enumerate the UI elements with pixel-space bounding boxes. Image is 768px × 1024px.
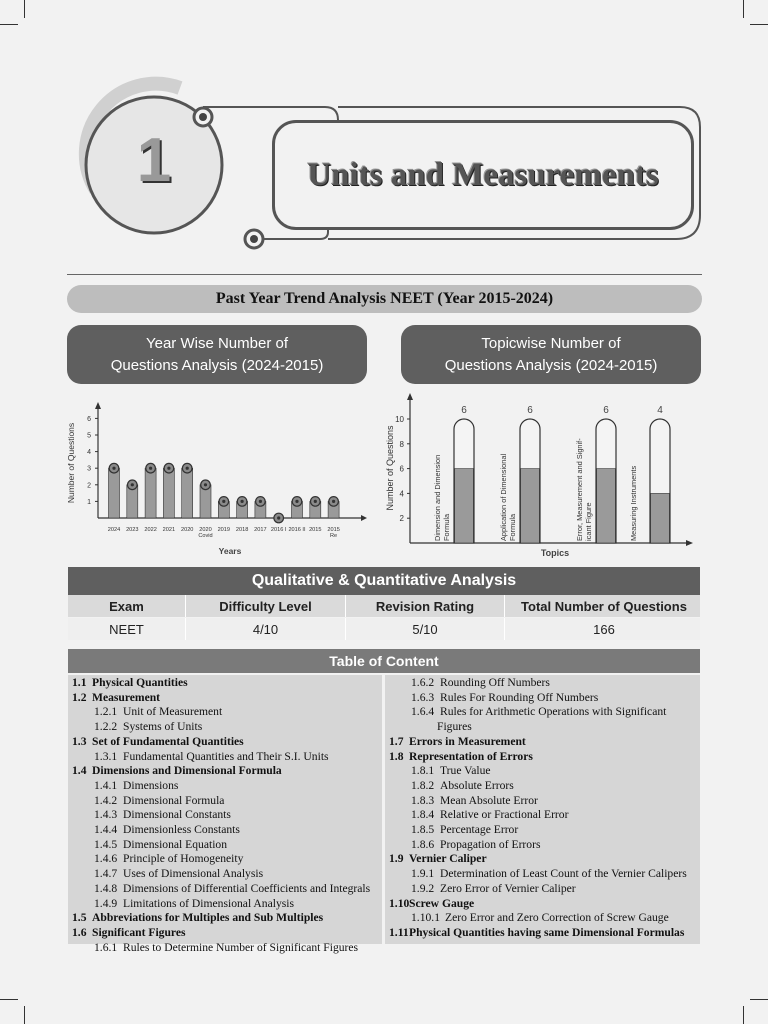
toc-item-number: 1.3 bbox=[72, 734, 87, 748]
toc-item-number: 1.2.2 bbox=[94, 720, 118, 734]
toc-item-number: 1.6 bbox=[72, 925, 87, 939]
x-tick-label: 2018 bbox=[235, 527, 249, 533]
toc-item-title: Rounding Off Numbers bbox=[440, 676, 550, 689]
toc-item-title: Significant Figures bbox=[92, 925, 186, 939]
toc-item[interactable] bbox=[68, 779, 382, 794]
x-tick-label: 2015 bbox=[327, 527, 340, 533]
y-axis-arrow bbox=[407, 393, 413, 400]
toc-item[interactable] bbox=[68, 882, 382, 897]
toc-item-title: Rules for Arithmetic Operations with Significant bbox=[440, 705, 667, 719]
year-wise-chart bbox=[60, 395, 370, 560]
toc-item-number: 1.10.1 bbox=[411, 911, 440, 925]
crop-mark bbox=[743, 0, 744, 18]
toc-item-number: 1.4 bbox=[72, 764, 87, 778]
topic-panel-line1: Topicwise Number of bbox=[481, 334, 621, 352]
toc-item-title: Rules For Rounding Off Numbers bbox=[440, 690, 599, 704]
toc-item[interactable] bbox=[385, 691, 700, 706]
x-axis-arrow bbox=[361, 515, 367, 521]
toc-item-number: 1.8 bbox=[389, 749, 404, 763]
toc-item-number: 1.2.1 bbox=[94, 705, 118, 719]
x-tick-label: 2016 I bbox=[270, 527, 287, 533]
topic-panel-line2: Questions Analysis (2024-2015) bbox=[444, 356, 658, 374]
header-revision: Revision Rating bbox=[346, 595, 505, 617]
chapter-title-box bbox=[272, 120, 694, 230]
y-tick-label: 3 bbox=[87, 465, 91, 473]
data-label: 4 bbox=[657, 405, 663, 416]
bar-marker-dot bbox=[241, 500, 244, 503]
bar bbox=[163, 468, 174, 518]
trend-analysis-title bbox=[67, 285, 702, 313]
toc-item[interactable] bbox=[68, 705, 382, 720]
toc-item-title: Unit of Measurement bbox=[123, 705, 223, 719]
toc-item[interactable] bbox=[385, 779, 700, 794]
bar-marker-dot bbox=[186, 467, 189, 470]
toc-item[interactable] bbox=[385, 794, 700, 809]
toc-item-number: 1.8.2 bbox=[411, 778, 435, 792]
toc-item-number: 1.4.3 bbox=[94, 808, 118, 822]
cell-revision: 5/10 bbox=[346, 618, 505, 640]
header-difficulty: Difficulty Level bbox=[186, 595, 346, 617]
bar-marker-dot bbox=[332, 500, 335, 503]
toc-item[interactable] bbox=[385, 838, 700, 853]
toc-left-column bbox=[68, 675, 382, 954]
y-tick-label: 10 bbox=[395, 415, 404, 424]
toc-item-title: Uses of Dimensional Analysis bbox=[123, 867, 264, 881]
bar-marker-dot bbox=[222, 500, 225, 503]
toc-item-title: True Value bbox=[440, 764, 491, 778]
y-tick-label: 5 bbox=[87, 432, 91, 440]
x-tick-label: Measuring Instruments bbox=[629, 465, 638, 541]
toc-item[interactable] bbox=[385, 735, 700, 750]
toc-item[interactable] bbox=[68, 794, 382, 809]
toc-item-title: Rules to Determine Number of Significant Figures bbox=[123, 940, 359, 954]
toc-item-title: Abbreviations for Multiples and Sub Multiples bbox=[92, 911, 324, 925]
x-tick-label: Error, Measurement and Signif- bbox=[575, 438, 584, 541]
toc-item[interactable] bbox=[68, 764, 382, 779]
y-tick-label: 6 bbox=[87, 415, 91, 423]
toc-item-number: 1.4.2 bbox=[94, 793, 118, 807]
data-label: 6 bbox=[603, 405, 609, 416]
toc-item-number: 1.4.9 bbox=[94, 896, 118, 910]
bar-marker-dot bbox=[131, 483, 134, 486]
bar bbox=[597, 469, 616, 543]
toc-item[interactable] bbox=[385, 852, 700, 867]
x-tick-label: Formula bbox=[508, 513, 517, 541]
toc-item-title: Systems of Units bbox=[123, 720, 203, 734]
crop-mark bbox=[0, 24, 18, 25]
toc-item[interactable] bbox=[385, 882, 700, 897]
y-tick-label: 2 bbox=[399, 514, 404, 524]
bar-marker-dot bbox=[204, 483, 207, 486]
toc-item[interactable] bbox=[68, 852, 382, 867]
toc-item-number: 1.8.4 bbox=[411, 808, 435, 822]
toc-item-number: 1.6.3 bbox=[411, 690, 435, 704]
y-tick-label: 4 bbox=[87, 449, 91, 457]
toc-item-title: Errors in Measurement bbox=[409, 734, 526, 748]
toc-item-title: Absolute Errors bbox=[440, 778, 514, 792]
x-tick-label: 2019 bbox=[217, 527, 231, 533]
chapter-number-text: 1 bbox=[136, 126, 172, 195]
toc-item-number: 1.4.1 bbox=[94, 778, 118, 792]
bar-marker-dot bbox=[259, 500, 262, 503]
bar bbox=[109, 468, 120, 518]
x-tick-label: 2016 II bbox=[288, 527, 306, 533]
toc-item-number: 1.8.3 bbox=[411, 793, 435, 807]
x-tick-sublabel: Re bbox=[330, 533, 338, 539]
toc-item-number: 1.8.6 bbox=[411, 837, 435, 851]
toc-item-number: 1.4.5 bbox=[94, 837, 118, 851]
toc-item-title: Measurement bbox=[92, 690, 161, 704]
toc-item[interactable] bbox=[68, 750, 382, 765]
toc-item[interactable] bbox=[68, 735, 382, 750]
x-axis-arrow bbox=[686, 540, 693, 546]
toc-item-title: Percentage Error bbox=[440, 823, 519, 837]
x-tick-label: 2021 bbox=[162, 527, 176, 533]
toc-item[interactable] bbox=[385, 867, 700, 882]
toc-item-title: Screw Gauge bbox=[409, 896, 475, 910]
toc-item-number: 1.4.6 bbox=[94, 852, 118, 866]
y-axis-label: Number of Questions bbox=[385, 425, 395, 511]
toc-item-number: 1.11 bbox=[389, 925, 409, 939]
data-label: 6 bbox=[461, 405, 467, 416]
y-tick-label: 6 bbox=[399, 464, 404, 474]
crop-mark bbox=[750, 24, 768, 25]
toc-item[interactable] bbox=[385, 750, 700, 765]
x-tick-label: Application of Dimensional bbox=[499, 453, 508, 541]
toc-item-title: Dimensions of Differential Coefficients and Integrals bbox=[123, 881, 371, 895]
qualitative-header-row bbox=[68, 595, 700, 617]
toc-item[interactable] bbox=[385, 764, 700, 779]
toc-item-title: Dimensionless Constants bbox=[123, 823, 240, 837]
toc-item-title: Vernier Caliper bbox=[409, 852, 487, 866]
toc-item-number: 1.8.5 bbox=[411, 823, 435, 837]
toc-item-title: Set of Fundamental Quantities bbox=[92, 734, 244, 748]
x-tick-label: icant Figure bbox=[584, 502, 593, 541]
y-tick-label: 8 bbox=[399, 439, 404, 449]
toc-item-number: 1.7 bbox=[389, 734, 404, 748]
toc-item-title: Dimensional Equation bbox=[123, 837, 228, 851]
toc-item-number: 1.6.4 bbox=[411, 705, 435, 719]
x-tick-label: 2020 bbox=[199, 527, 212, 533]
toc-item[interactable] bbox=[385, 720, 700, 735]
year-panel-title bbox=[67, 325, 367, 384]
toc-item[interactable] bbox=[68, 911, 382, 926]
crop-mark bbox=[0, 999, 18, 1000]
toc-item-title: Physical Quantities having same Dimensional Formulas bbox=[409, 925, 685, 939]
y-tick-label: 1 bbox=[87, 498, 91, 506]
bar-marker-dot bbox=[295, 500, 298, 503]
bar bbox=[521, 469, 540, 543]
toc-item-number: 1.9.2 bbox=[411, 881, 435, 895]
toc-item-title: Principle of Homogeneity bbox=[123, 852, 244, 866]
header-total: Total Number of Questions bbox=[521, 598, 687, 614]
x-axis-label: Years bbox=[218, 546, 242, 556]
toc-item-title: Dimensional Constants bbox=[123, 808, 231, 822]
toc-item[interactable] bbox=[68, 867, 382, 882]
data-label: 6 bbox=[527, 405, 533, 416]
bar bbox=[182, 468, 193, 518]
bar-marker-dot bbox=[167, 467, 170, 470]
crop-mark bbox=[24, 0, 25, 18]
toc-item[interactable] bbox=[68, 926, 382, 941]
toc-item[interactable] bbox=[385, 897, 700, 912]
toc-item-number: 1.8.1 bbox=[411, 764, 435, 778]
y-tick-label: 2 bbox=[87, 482, 91, 490]
bar-marker-dot bbox=[277, 516, 280, 519]
year-panel-line1: Year Wise Number of bbox=[145, 334, 288, 352]
toc-item-title: Dimensions bbox=[123, 778, 179, 792]
toc-item-title: Fundamental Quantities and Their S.I. Units bbox=[123, 749, 329, 763]
toc-item[interactable] bbox=[385, 808, 700, 823]
trend-analysis-title-text: Past Year Trend Analysis NEET (Year 2015-2024) bbox=[215, 290, 554, 307]
x-tick-label: 2020 bbox=[180, 527, 194, 533]
header-exam: Exam bbox=[68, 595, 186, 617]
toc-item[interactable] bbox=[68, 808, 382, 823]
bar-marker-dot bbox=[112, 467, 115, 470]
toc-item[interactable] bbox=[385, 676, 700, 691]
toc-item-number: 1.4.7 bbox=[94, 867, 118, 881]
bar bbox=[651, 493, 670, 543]
divider bbox=[67, 274, 702, 275]
qualitative-title: Qualitative & Quantitative Analysis bbox=[68, 567, 700, 595]
toc-item[interactable] bbox=[385, 926, 700, 941]
toc-right-column bbox=[385, 675, 700, 944]
x-axis-label: Topics bbox=[540, 548, 570, 558]
qualitative-data-row bbox=[68, 618, 700, 640]
toc-item-number: 1.1 bbox=[72, 676, 87, 689]
toc-item-title: Propagation of Errors bbox=[440, 837, 541, 851]
toc-item[interactable] bbox=[68, 720, 382, 735]
toc-item-title: Relative or Fractional Error bbox=[440, 808, 569, 822]
chapter-title: Units and Measurements bbox=[307, 156, 659, 193]
qualitative-analysis-table bbox=[68, 567, 700, 640]
toc-item[interactable] bbox=[385, 705, 700, 720]
toc-item-title: Dimensions and Dimensional Formula bbox=[92, 764, 282, 778]
toc-item[interactable] bbox=[68, 838, 382, 853]
topic-wise-chart bbox=[380, 385, 700, 560]
toc-item-number: 1.9 bbox=[389, 852, 404, 866]
toc-item[interactable] bbox=[68, 691, 382, 706]
crop-mark bbox=[750, 999, 768, 1000]
toc-title: Table of Content bbox=[68, 649, 700, 673]
topic-panel-title bbox=[401, 325, 701, 384]
x-tick-sublabel: Covid bbox=[198, 533, 213, 539]
toc-item-title: Determination of Least Count of the Vernier Calipers bbox=[440, 867, 687, 881]
chapter-number bbox=[94, 126, 214, 195]
x-tick-label: Formula bbox=[442, 513, 451, 541]
toc-item-title: Zero Error and Zero Correction of Screw Gauge bbox=[445, 911, 669, 925]
toc-item[interactable] bbox=[385, 911, 700, 926]
toc-item-number: 1.10 bbox=[389, 896, 410, 910]
toc-item-number: 1.4.8 bbox=[94, 881, 118, 895]
x-tick-label: 2017 bbox=[254, 527, 267, 533]
y-tick-label: 4 bbox=[399, 489, 404, 499]
bar-marker-dot bbox=[314, 500, 317, 503]
bar-marker-dot bbox=[149, 467, 152, 470]
toc-item-number: 1.6.2 bbox=[411, 676, 435, 689]
cell-difficulty: 4/10 bbox=[186, 618, 346, 640]
toc-item-number: 1.2 bbox=[72, 690, 87, 704]
toc-item[interactable] bbox=[68, 823, 382, 838]
year-panel-line2: Questions Analysis (2024-2015) bbox=[110, 356, 324, 374]
x-tick-label: 2024 bbox=[107, 527, 121, 533]
crop-mark bbox=[24, 1006, 25, 1024]
y-axis-label: Number of Questions bbox=[66, 422, 76, 504]
toc-item-title: Mean Absolute Error bbox=[440, 793, 538, 807]
x-tick-label: 2023 bbox=[126, 527, 139, 533]
x-tick-label: Dimension and Dimension bbox=[433, 454, 442, 541]
toc-item-title: Dimensional Formula bbox=[123, 793, 225, 807]
toc-item-number: 1.4.4 bbox=[94, 823, 118, 837]
toc-item-title: Figures bbox=[437, 720, 472, 734]
cell-exam: NEET bbox=[68, 618, 186, 640]
x-tick-label: 2022 bbox=[144, 527, 157, 533]
toc-item-title: Representation of Errors bbox=[409, 749, 533, 763]
toc-item-title: Physical Quantities bbox=[92, 676, 188, 689]
toc-item-number: 1.9.1 bbox=[411, 867, 435, 881]
toc-item[interactable] bbox=[68, 676, 382, 691]
bar bbox=[455, 469, 474, 543]
cell-total: 166 bbox=[593, 621, 615, 637]
x-tick-label: 2015 bbox=[309, 527, 322, 533]
toc-item-title: Zero Error of Vernier Caliper bbox=[440, 881, 576, 895]
toc-item-number: 1.5 bbox=[72, 911, 87, 925]
toc-item-number: 1.3.1 bbox=[94, 749, 118, 763]
toc-item-number: 1.6.1 bbox=[94, 940, 118, 954]
toc-item-title: Limitations of Dimensional Analysis bbox=[123, 896, 294, 910]
toc-item[interactable] bbox=[68, 897, 382, 912]
crop-mark bbox=[743, 1006, 744, 1024]
y-axis-arrow bbox=[95, 402, 101, 409]
toc-item[interactable] bbox=[68, 941, 382, 956]
bar bbox=[145, 468, 156, 518]
toc-item[interactable] bbox=[385, 823, 700, 838]
